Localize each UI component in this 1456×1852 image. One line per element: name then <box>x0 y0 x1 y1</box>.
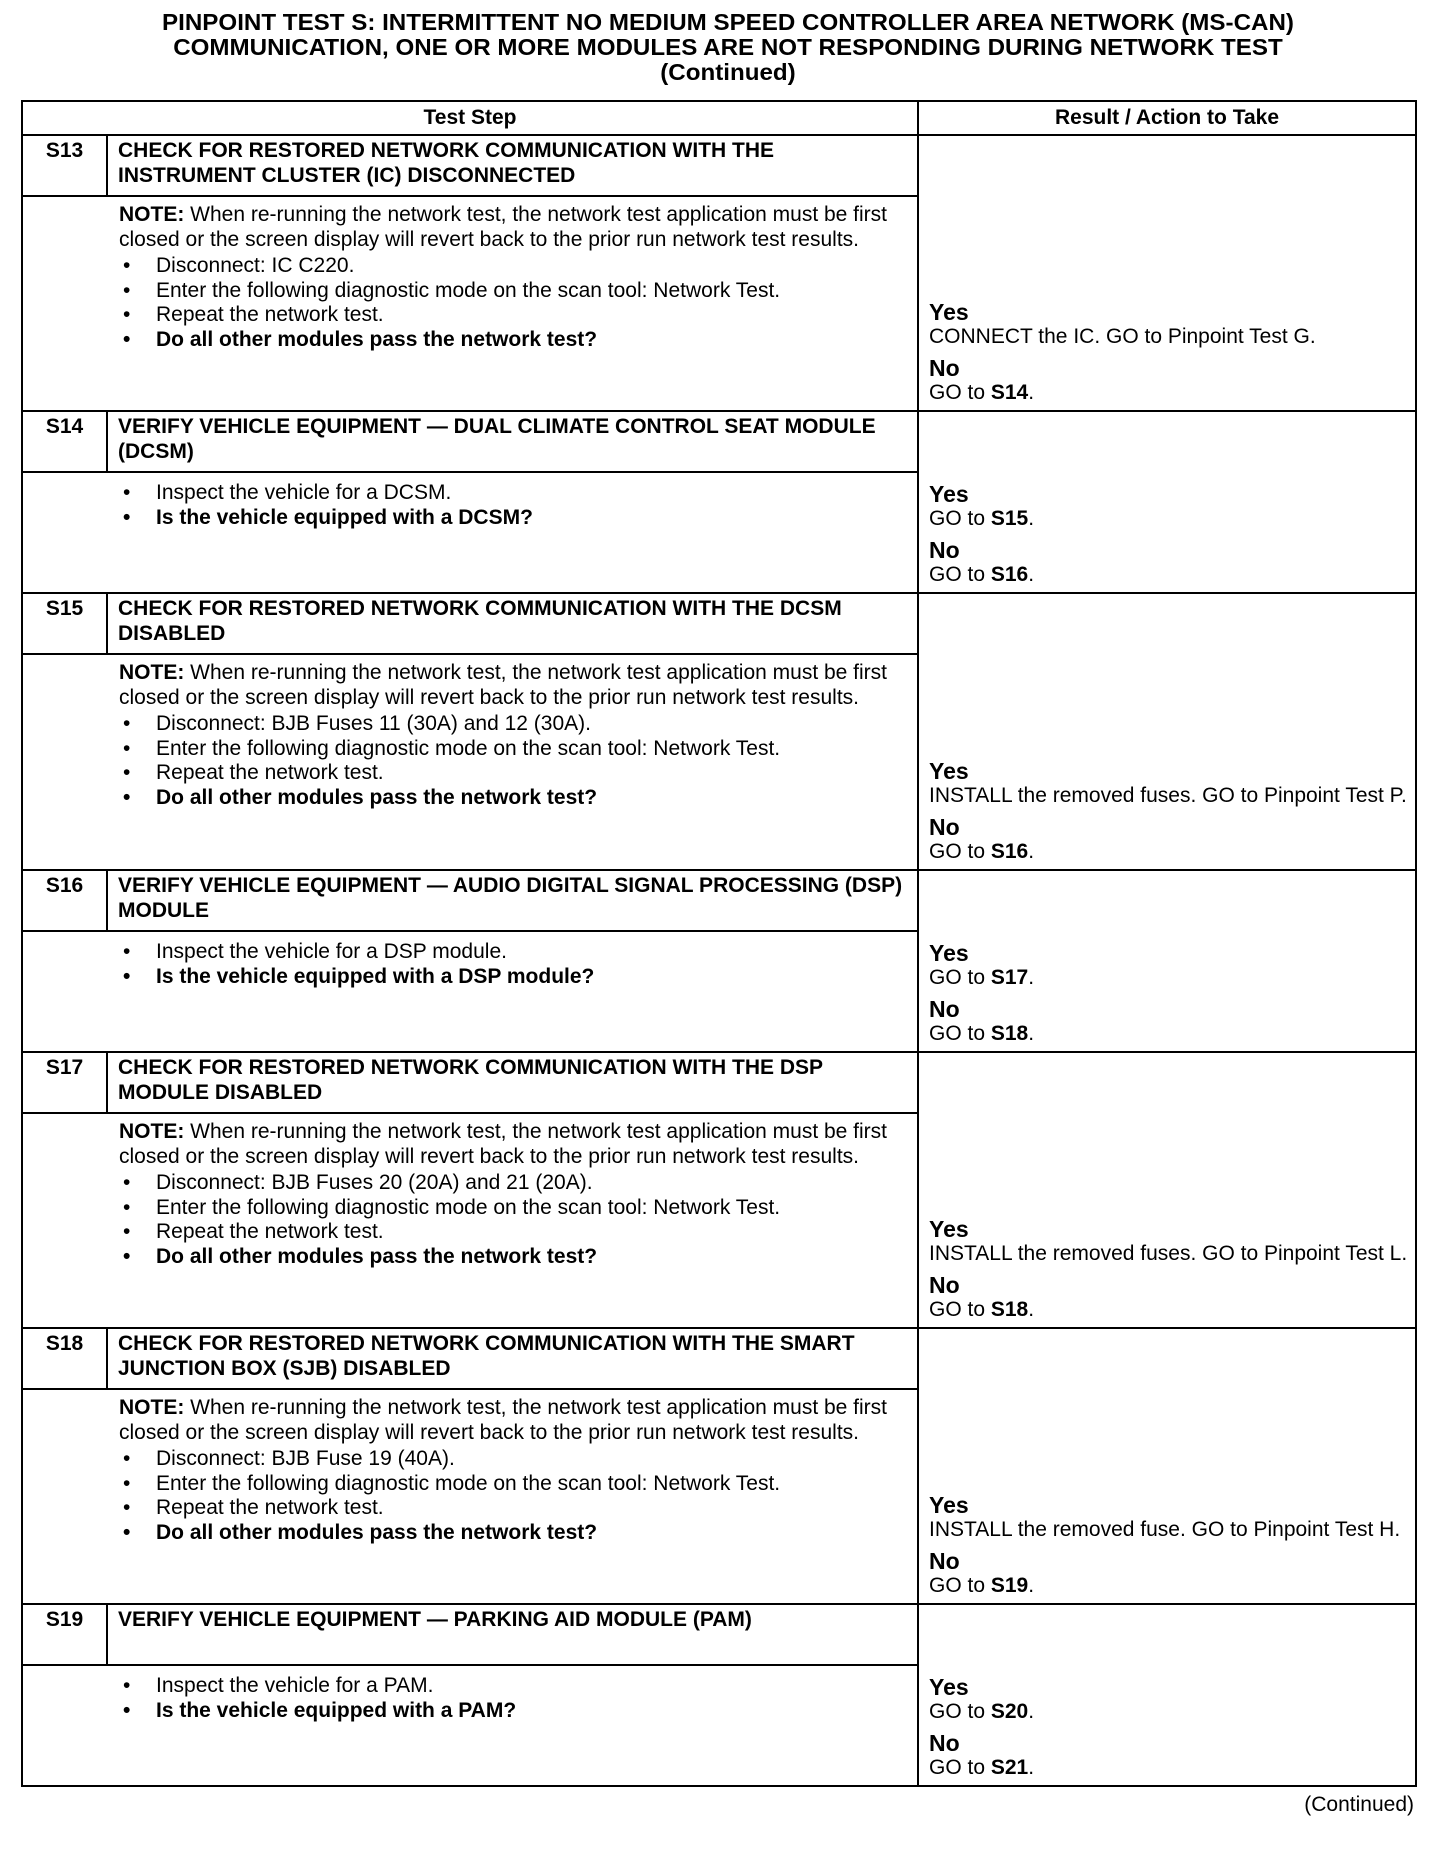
result-action <box>929 1700 1415 1725</box>
step-instructions <box>119 481 917 530</box>
step-id: S14 <box>22 411 107 472</box>
result-action-suffix: . <box>1028 381 1035 405</box>
result-label: No <box>929 996 960 1023</box>
result-action <box>929 784 1415 809</box>
result-action-suffix: . <box>1028 506 1035 530</box>
step-body <box>22 1389 918 1604</box>
instruction-item: • Is the vehicle equipped with a PAM? <box>119 1699 917 1724</box>
result-action-text: GO to <box>929 381 991 405</box>
result-label: No <box>929 537 960 564</box>
result-action <box>929 563 1415 588</box>
continued-label: (Continued) <box>1304 1793 1414 1816</box>
step-instructions <box>119 1674 917 1723</box>
result-action-text: INSTALL the removed fuses. GO to Pinpoint Test L. <box>929 1241 1408 1265</box>
step-instructions <box>119 254 917 352</box>
step-result-cell <box>918 1328 1416 1604</box>
step-header-row <box>22 1604 1416 1665</box>
result-label: Yes <box>929 1491 969 1518</box>
note-text: When re-running the network test, the network test application must be first closed or the screen display will revert back to the prior run network test results. <box>119 661 888 709</box>
result-label: No <box>929 1730 960 1757</box>
step-body <box>22 1665 918 1786</box>
result-action <box>929 966 1415 991</box>
result-action-text: INSTALL the removed fuses. GO to Pinpoint Test P. <box>929 783 1407 807</box>
step-instructions <box>119 1171 917 1269</box>
instruction-item: • Is the vehicle equipped with a DSP module? <box>119 965 917 990</box>
result-action-suffix: . <box>1028 1699 1035 1723</box>
result-action-text: GO to <box>929 1298 991 1322</box>
step-result-cell <box>918 593 1416 870</box>
result-action <box>929 1242 1415 1267</box>
step-id: S16 <box>22 870 107 931</box>
instruction-item: • Repeat the network test. <box>119 1496 917 1521</box>
result-action-text: GO to <box>929 1699 991 1723</box>
result-label: Yes <box>929 298 969 325</box>
result-action-suffix: . <box>1028 563 1035 587</box>
step-result-cell <box>918 135 1416 411</box>
result-step-link[interactable]: S16 <box>990 840 1029 864</box>
title-line-3: (Continued) <box>660 59 796 85</box>
result-action-suffix: . <box>1028 1574 1035 1598</box>
instruction-item: • Disconnect: BJB Fuses 11 (30A) and 12 (30A). <box>119 712 917 737</box>
result-label: Yes <box>929 757 969 784</box>
result-step-link[interactable]: S18 <box>990 1022 1029 1046</box>
instruction-item: • Repeat the network test. <box>119 303 917 328</box>
result-step-link[interactable]: S19 <box>990 1574 1029 1598</box>
instruction-item: • Disconnect: IC C220. <box>119 254 917 279</box>
result-group <box>929 814 1415 865</box>
result-group <box>929 1272 1415 1323</box>
result-action-text: INSTALL the removed fuse. GO to Pinpoint Test H. <box>929 1517 1401 1541</box>
step-id: S19 <box>22 1604 107 1665</box>
step-instructions <box>119 1447 917 1545</box>
result-group <box>929 299 1415 350</box>
step-body <box>22 196 918 411</box>
step-result-cell <box>918 411 1416 593</box>
instruction-item: • Do all other modules pass the network test? <box>119 328 917 353</box>
result-group <box>929 1674 1415 1725</box>
step-title: CHECK FOR RESTORED NETWORK COMMUNICATION WITH THE DCSM DISABLED <box>107 593 918 654</box>
result-group <box>929 355 1415 406</box>
result-action <box>929 1518 1415 1543</box>
step-result-cell <box>918 1604 1416 1786</box>
result-step-link[interactable]: S14 <box>990 381 1029 405</box>
result-action-text: GO to <box>929 965 991 989</box>
step-id: S18 <box>22 1328 107 1389</box>
result-action-text: GO to <box>929 1574 991 1598</box>
note-text: When re-running the network test, the network test application must be first closed or the screen display will revert back to the prior run network test results. <box>119 203 888 251</box>
instruction-item: • Enter the following diagnostic mode on the scan tool: Network Test. <box>119 279 917 304</box>
result-action-text: CONNECT the IC. GO to Pinpoint Test G. <box>929 324 1316 348</box>
result-action-text: GO to <box>929 840 991 864</box>
step-id: S13 <box>22 135 107 196</box>
table-header-row <box>22 101 1416 135</box>
step-instructions <box>119 712 917 810</box>
result-step-link[interactable]: S21 <box>990 1756 1029 1780</box>
result-action <box>929 840 1415 865</box>
result-label: Yes <box>929 1215 969 1242</box>
instruction-item: • Disconnect: BJB Fuses 20 (20A) and 21 (20A). <box>119 1171 917 1196</box>
step-header-row <box>22 411 1416 472</box>
result-action-text: GO to <box>929 563 991 587</box>
result-label: Yes <box>929 480 969 507</box>
page-title <box>0 10 1456 85</box>
note-label: NOTE: <box>119 1396 185 1419</box>
note-label: NOTE: <box>119 661 185 684</box>
instruction-item: • Do all other modules pass the network test? <box>119 786 917 811</box>
result-action <box>929 1022 1415 1047</box>
instruction-item: • Inspect the vehicle for a DSP module. <box>119 940 917 965</box>
result-action-suffix: . <box>1028 840 1035 864</box>
result-action-suffix: . <box>1028 1756 1035 1780</box>
pinpoint-test-table <box>21 100 1417 1787</box>
result-action <box>929 1298 1415 1323</box>
result-action <box>929 1756 1415 1781</box>
step-id: S15 <box>22 593 107 654</box>
step-note <box>119 203 917 252</box>
result-label: No <box>929 814 960 841</box>
result-group <box>929 1548 1415 1599</box>
instruction-item: • Disconnect: BJB Fuse 19 (40A). <box>119 1447 917 1472</box>
instruction-item: • Inspect the vehicle for a PAM. <box>119 1674 917 1699</box>
step-header-row <box>22 135 1416 196</box>
result-step-link[interactable]: S20 <box>990 1699 1029 1723</box>
instruction-item: • Enter the following diagnostic mode on the scan tool: Network Test. <box>119 1472 917 1497</box>
note-text: When re-running the network test, the network test application must be first closed or the screen display will revert back to the prior run network test results. <box>119 1396 888 1444</box>
result-step-link[interactable]: S15 <box>990 506 1029 530</box>
instruction-item: • Do all other modules pass the network test? <box>119 1245 917 1270</box>
step-title: VERIFY VEHICLE EQUIPMENT — DUAL CLIMATE CONTROL SEAT MODULE (DCSM) <box>107 411 918 472</box>
step-body <box>22 472 918 593</box>
instruction-item: • Is the vehicle equipped with a DCSM? <box>119 506 917 531</box>
result-action-text: GO to <box>929 1756 991 1780</box>
result-group <box>929 758 1415 809</box>
result-action <box>929 507 1415 532</box>
step-title: CHECK FOR RESTORED NETWORK COMMUNICATION WITH THE DSP MODULE DISABLED <box>107 1052 918 1113</box>
step-body <box>22 931 918 1052</box>
result-group <box>929 940 1415 991</box>
step-result-cell <box>918 870 1416 1052</box>
step-header-row <box>22 1328 1416 1389</box>
result-step-link[interactable]: S17 <box>990 965 1029 989</box>
result-group <box>929 481 1415 532</box>
result-action <box>929 381 1415 406</box>
instruction-item: • Inspect the vehicle for a DCSM. <box>119 481 917 506</box>
result-label: No <box>929 1548 960 1575</box>
result-label: No <box>929 355 960 382</box>
table-body <box>22 135 1416 1786</box>
result-action-suffix: . <box>1028 1298 1035 1322</box>
title-line-1: PINPOINT TEST S: INTERMITTENT NO MEDIUM SPEED CONTROLLER AREA NETWORK (MS-CAN) <box>162 9 1294 35</box>
step-id: S17 <box>22 1052 107 1113</box>
note-label: NOTE: <box>119 203 185 226</box>
step-header-row <box>22 870 1416 931</box>
result-group <box>929 1492 1415 1543</box>
step-title: CHECK FOR RESTORED NETWORK COMMUNICATION WITH THE INSTRUMENT CLUSTER (IC) DISCONNECTED <box>107 135 918 196</box>
result-action-text: GO to <box>929 506 991 530</box>
result-group <box>929 996 1415 1047</box>
column-header-test-step: Test Step <box>22 101 918 135</box>
instruction-item: • Repeat the network test. <box>119 1220 917 1245</box>
step-title: CHECK FOR RESTORED NETWORK COMMUNICATION WITH THE SMART JUNCTION BOX (SJB) DISABLED <box>107 1328 918 1389</box>
instruction-item: • Repeat the network test. <box>119 761 917 786</box>
step-title: VERIFY VEHICLE EQUIPMENT — AUDIO DIGITAL SIGNAL PROCESSING (DSP) MODULE <box>107 870 918 931</box>
instruction-item: • Enter the following diagnostic mode on the scan tool: Network Test. <box>119 737 917 762</box>
step-note <box>119 1120 917 1169</box>
step-title: VERIFY VEHICLE EQUIPMENT — PARKING AID MODULE (PAM) <box>107 1604 918 1665</box>
result-group <box>929 1216 1415 1267</box>
result-step-link[interactable]: S18 <box>990 1298 1029 1322</box>
step-header-row <box>22 1052 1416 1113</box>
step-note <box>119 661 917 710</box>
step-body <box>22 654 918 870</box>
step-note <box>119 1396 917 1445</box>
result-label: Yes <box>929 939 969 966</box>
step-instructions <box>119 940 917 989</box>
result-action <box>929 325 1415 350</box>
result-action-suffix: . <box>1028 1022 1035 1046</box>
result-label: Yes <box>929 1673 969 1700</box>
result-action <box>929 1574 1415 1599</box>
result-group <box>929 537 1415 588</box>
step-result-cell <box>918 1052 1416 1328</box>
result-step-link[interactable]: S16 <box>990 563 1029 587</box>
column-header-result: Result / Action to Take <box>918 101 1416 135</box>
step-body <box>22 1113 918 1328</box>
note-label: NOTE: <box>119 1120 185 1143</box>
result-action-text: GO to <box>929 1022 991 1046</box>
result-label: No <box>929 1272 960 1299</box>
title-line-2: COMMUNICATION, ONE OR MORE MODULES ARE NOT RESPONDING DURING NETWORK TEST <box>173 34 1283 60</box>
instruction-item: • Enter the following diagnostic mode on the scan tool: Network Test. <box>119 1196 917 1221</box>
result-action-suffix: . <box>1028 965 1035 989</box>
step-header-row <box>22 593 1416 654</box>
instruction-item: • Do all other modules pass the network test? <box>119 1521 917 1546</box>
note-text: When re-running the network test, the network test application must be first closed or the screen display will revert back to the prior run network test results. <box>119 1120 888 1168</box>
result-group <box>929 1730 1415 1781</box>
